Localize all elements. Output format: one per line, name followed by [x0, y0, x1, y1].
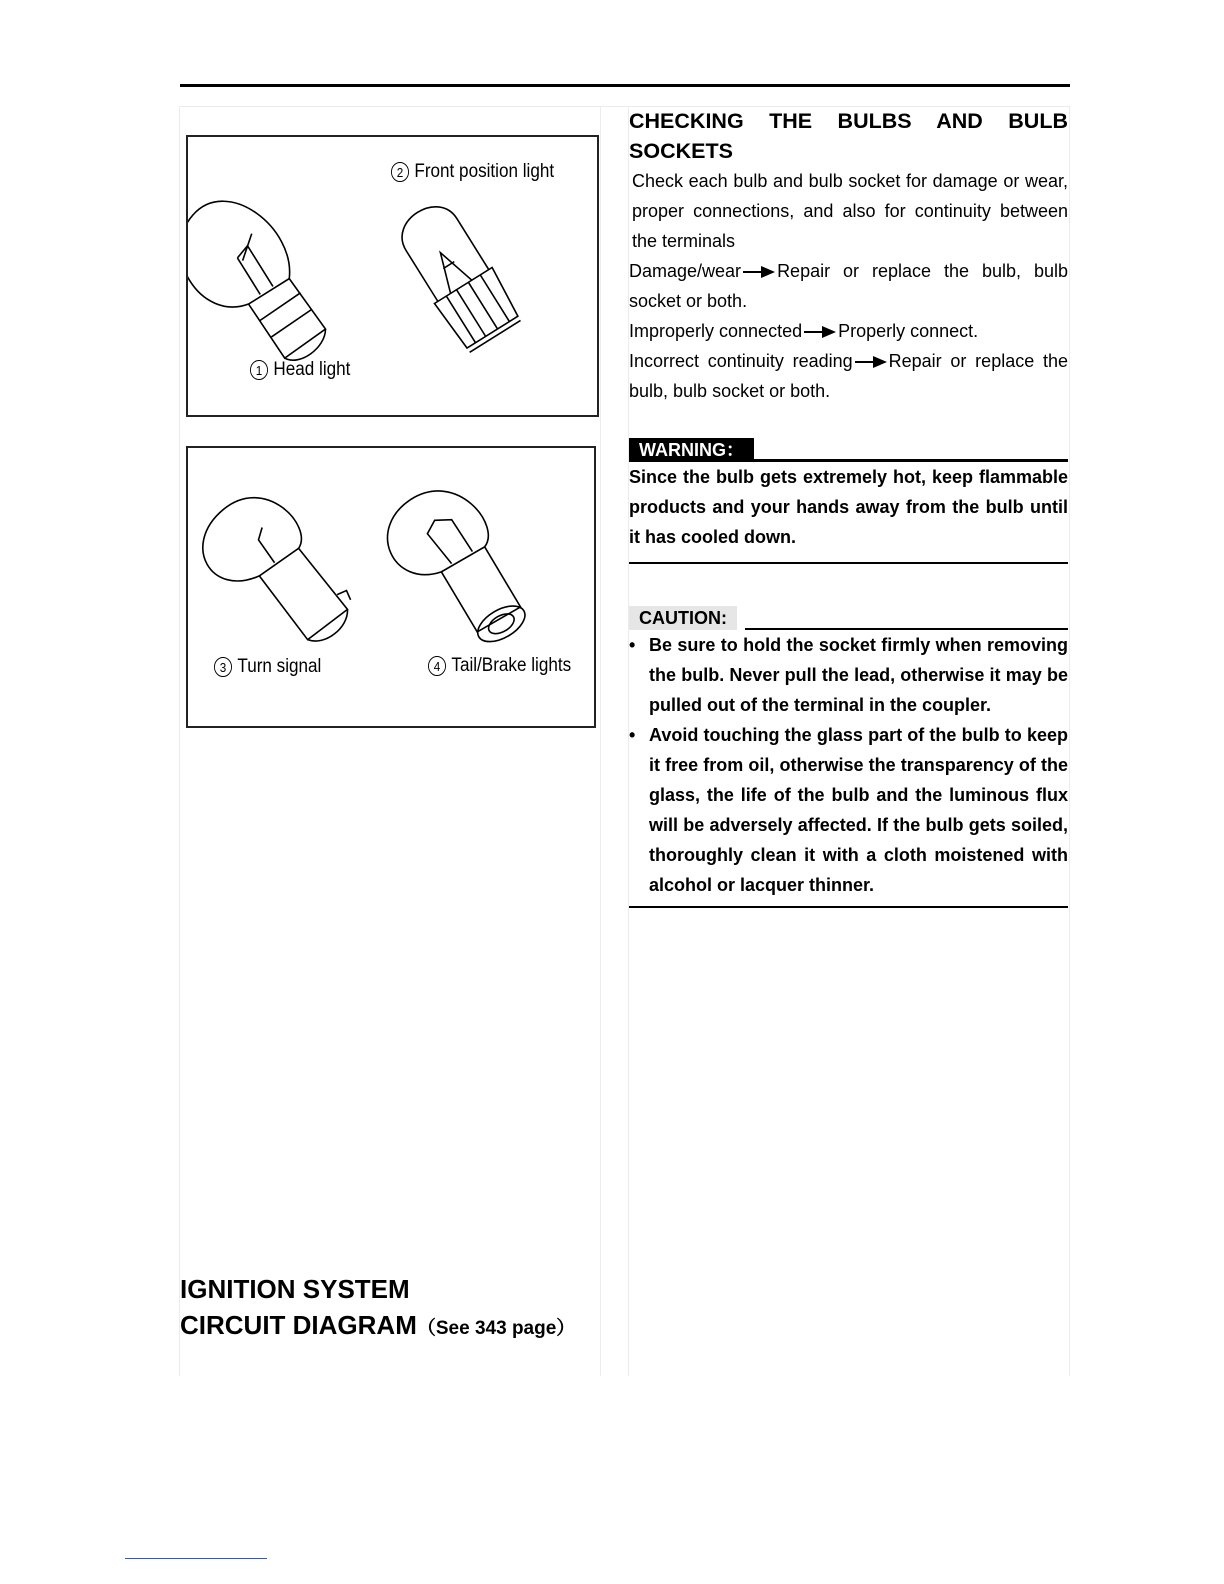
circuit-diagram-label: CIRCUIT DIAGRAM: [180, 1310, 417, 1340]
table-guide-left: [179, 106, 180, 1376]
bulb-check-section: [629, 106, 1068, 908]
check-item-damage: [629, 256, 1068, 316]
tail-brake-bulb-illustration: [188, 448, 594, 726]
check-condition: Incorrect continuity reading: [629, 351, 853, 371]
warning-end-rule: [629, 562, 1068, 564]
check-item-connection: [629, 316, 1068, 346]
label-number: 4: [428, 656, 446, 676]
section-title: [629, 106, 1068, 166]
label-number: 2: [391, 162, 409, 182]
circuit-diagram-title: [180, 1307, 575, 1347]
check-action: Repair or replace the bulb, bulb socket or both.: [629, 351, 1069, 401]
header-rule: [180, 84, 1070, 87]
footer-link-underline: [125, 1558, 267, 1559]
bullet-icon: •: [629, 635, 636, 655]
page-reference: （See 343 page）: [416, 1318, 576, 1339]
caution-item-text: Be sure to hold the socket firmly when removing the bulb. Never pull the lead, otherwise it may be pulled out of the terminal in the coupler.: [649, 635, 1068, 715]
right-arrow-icon: [804, 326, 836, 338]
ignition-section-heading: [180, 1271, 575, 1347]
check-action: Repair or replace the bulb, bulb socket or both.: [629, 261, 1068, 311]
label-text: Turn signal: [237, 656, 322, 677]
caution-item: [629, 720, 1068, 900]
label-text: Head light: [273, 359, 351, 380]
warning-label: WARNING：: [629, 438, 754, 462]
right-arrow-icon: [855, 356, 887, 368]
caution-end-rule: [629, 906, 1068, 908]
warning-header-rule: [753, 459, 1068, 462]
figure-label-turn-signal: [214, 656, 321, 678]
figure-label-front-position-light: [391, 161, 554, 183]
figure-label-head-light: [250, 359, 350, 381]
caution-header: [629, 602, 1068, 630]
table-guide-right: [1069, 106, 1070, 1376]
warning-text: Since the bulb gets extremely hot, keep flammable products and your hands away from the bulb until it has cooled down.: [629, 467, 1068, 547]
bulb-figure-turn-tail: [186, 446, 596, 728]
caution-header-rule: [745, 628, 1068, 630]
intro-paragraph: Check each bulb and bulb socket for damage or wear, proper connections, and also for continuity between the terminals: [632, 171, 1068, 251]
bullet-icon: •: [629, 725, 636, 745]
label-number: 1: [250, 360, 268, 380]
caution-item-text: Avoid touching the glass part of the bulb to keep it free from oil, otherwise the transparency of the glass, the life of the bulb and the luminous flux will be adversely affected. If the bulb gets soiled, thoroughly clean it with a cloth moistened with alcohol or lacquer thinner.: [649, 725, 1068, 895]
check-condition: Damage/wear: [629, 261, 742, 281]
warning-header: [629, 434, 1068, 462]
caution-item: [629, 630, 1068, 720]
label-number: 3: [214, 657, 232, 677]
check-action: Properly connect.: [838, 321, 979, 341]
ignition-title: IGNITION SYSTEM: [180, 1274, 410, 1304]
label-text: Front position light: [414, 161, 555, 182]
label-text: Tail/Brake lights: [451, 655, 572, 676]
right-arrow-icon: [743, 266, 775, 278]
check-item-continuity: [629, 346, 1068, 406]
section-title-line1: CHECKING THE BULBS AND BULB: [629, 109, 1068, 133]
figure-label-tail-brake-lights: [428, 655, 571, 677]
check-condition: Improperly connected: [629, 321, 803, 341]
bulb-figure-head-front: [186, 135, 599, 417]
section-title-line2: SOCKETS: [629, 139, 733, 163]
table-guide-mid-left: [600, 106, 601, 1376]
caution-label: CAUTION:: [629, 606, 737, 630]
